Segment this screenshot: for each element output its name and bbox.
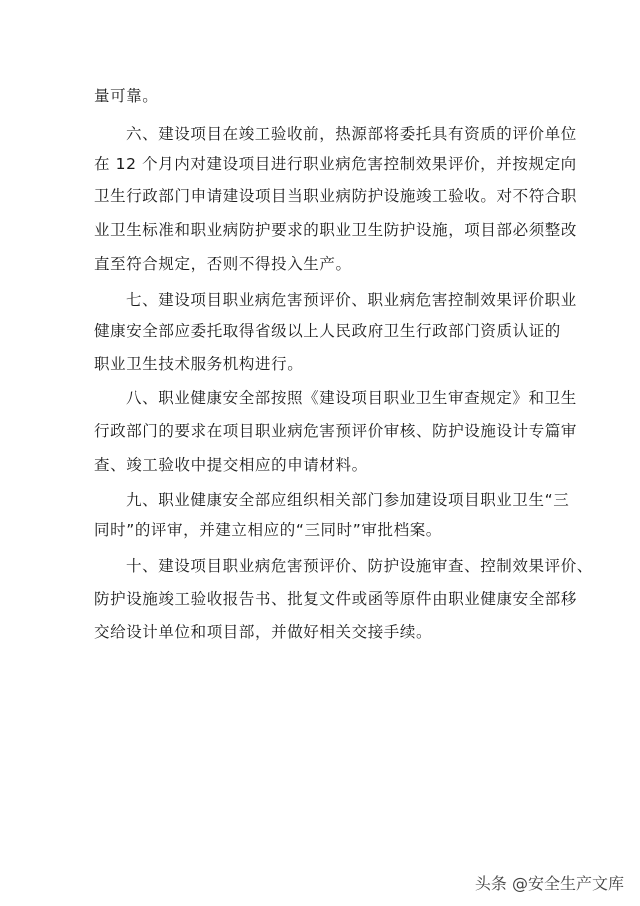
paragraph-8-line-1: 八、职业健康安全部按照《建设项目职业卫生审查规定》和卫生: [126, 389, 577, 407]
text-line: 量可靠。: [94, 87, 159, 105]
paragraph-10-line-1: 十、建设项目职业病危害预评价、防护设施审查、控制效果评价、: [126, 557, 593, 575]
text-line: 同时”的评审，并建立相应的“三同时”审批档案。: [94, 521, 442, 539]
source-watermark: 头条 @安全生产文库: [474, 874, 624, 893]
text-line: 交给设计单位和项目部，并做好相关交接手续。: [94, 623, 433, 641]
text-line: 直至符合规定，否则不得投入生产。: [94, 255, 352, 273]
text-line: 卫生行政部门申请建设项目当职业病防护设施竣工验收。对不符合职: [94, 187, 578, 205]
text-line: 防护设施竣工验收报告书、批复文件或函等原件由职业健康安全部移: [94, 590, 578, 608]
text-line: 查、竣工验收中提交相应的申请材料。: [94, 456, 368, 474]
paragraph-6-line-1: 六、建设项目在竣工验收前，热源部将委托具有资质的评价单位: [126, 125, 577, 143]
text-line: 健康安全部应委托取得省级以上人民政府卫生行政部门资质认证的: [94, 322, 561, 340]
text-line: 业卫生标准和职业病防护要求的职业卫生防护设施，项目部必须整改: [94, 221, 578, 239]
paragraph-9-line-1: 九、职业健康安全部应组织相关部门参加建设项目职业卫生“三: [126, 491, 570, 509]
paragraph-7-line-1: 七、建设项目职业病危害预评价、职业病危害控制效果评价职业: [126, 291, 577, 309]
text-line: 行政部门的要求在项目职业病危害预评价审核、防护设施设计专篇审: [94, 422, 578, 440]
text-line: 在 12 个月内对建设项目进行职业病危害控制效果评价，并按规定向: [94, 155, 577, 173]
text-line: 职业卫生技术服务机构进行。: [94, 355, 304, 373]
